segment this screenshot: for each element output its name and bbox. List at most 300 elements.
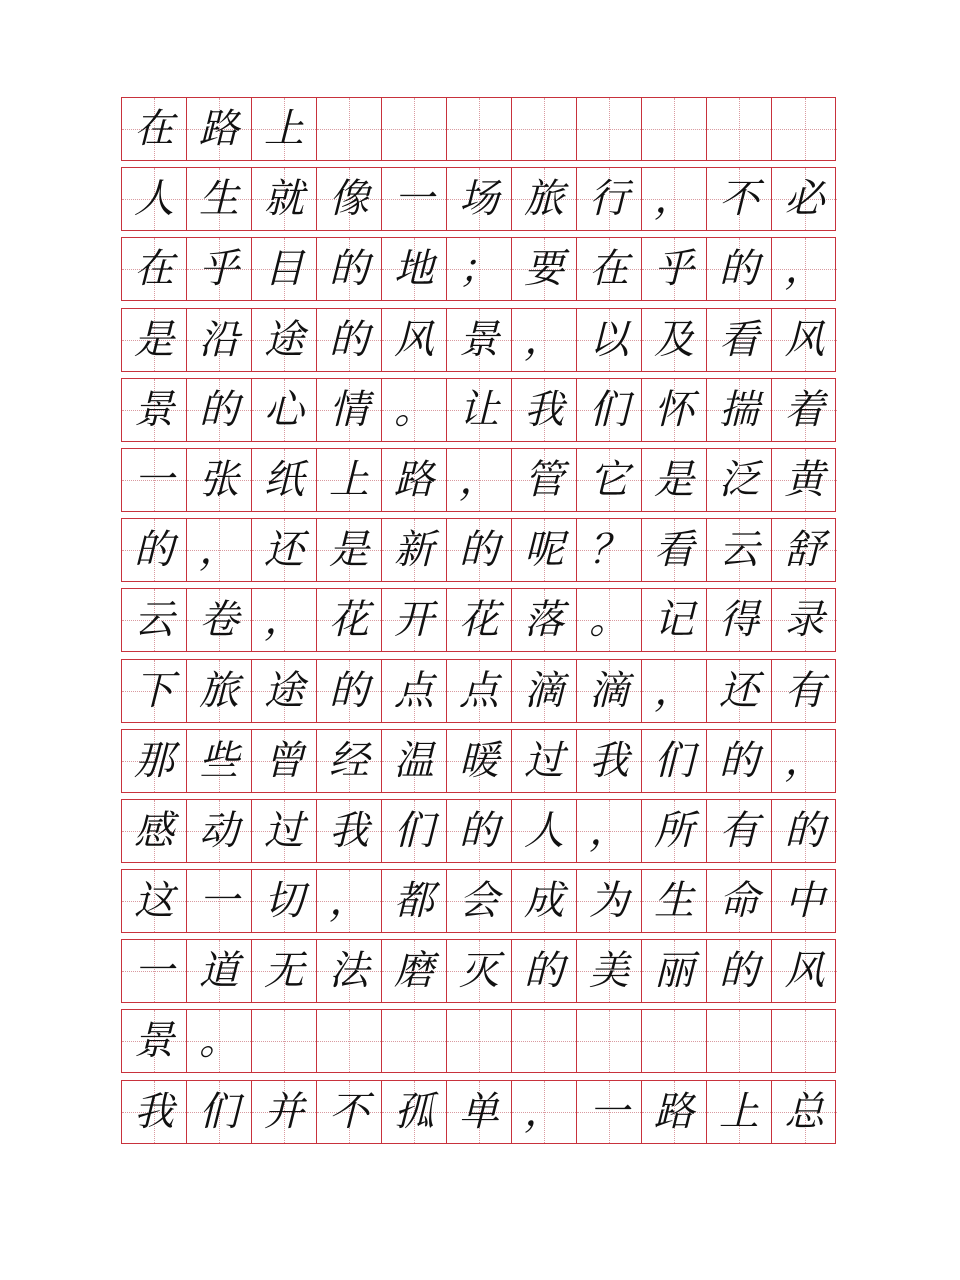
handwritten-character: 在 [134, 246, 174, 293]
handwritten-character: 的 [329, 316, 369, 363]
grid-cell [512, 309, 577, 371]
grid-cell [772, 309, 837, 371]
grid-cell [707, 238, 772, 300]
grid-row [121, 799, 836, 863]
handwritten-character: 是 [329, 527, 369, 574]
grid-cell [512, 870, 577, 932]
grid-cell [317, 730, 382, 792]
handwritten-character: 人 [524, 807, 564, 854]
handwritten-character: 有 [784, 667, 825, 714]
grid-cell [447, 660, 512, 722]
grid-cell [512, 730, 577, 792]
handwritten-character: 路 [199, 106, 239, 152]
grid-cell [317, 800, 382, 862]
grid-cell [382, 379, 447, 441]
handwritten-character: 人 [134, 176, 174, 223]
handwritten-character: 并 [264, 1088, 304, 1135]
grid-cell [447, 730, 512, 792]
handwritten-character: 总 [784, 1088, 825, 1135]
handwritten-character: 得 [719, 597, 759, 644]
handwritten-character: 黄 [784, 456, 825, 503]
grid-cell [252, 730, 317, 792]
handwritten-character: 我 [134, 1088, 174, 1135]
handwritten-character: 下 [134, 667, 174, 714]
handwritten-character: 为 [589, 878, 629, 925]
handwritten-character: 的 [524, 948, 564, 995]
handwritten-character: ， [329, 878, 369, 925]
grid-cell [707, 309, 772, 371]
grid-cell [772, 519, 837, 581]
grid-cell [122, 940, 187, 1002]
grid-cell [772, 800, 837, 862]
handwritten-character: 还 [719, 667, 759, 714]
handwritten-character: 一 [134, 456, 174, 503]
handwritten-character: 就 [264, 176, 304, 223]
handwritten-character: 些 [199, 737, 239, 784]
grid-cell [447, 238, 512, 300]
handwritten-character: 张 [199, 456, 239, 503]
grid-cell [122, 449, 187, 511]
grid-cell [187, 589, 252, 651]
handwritten-character: ， [654, 667, 694, 714]
grid-row [121, 167, 836, 231]
grid-cell [252, 519, 317, 581]
handwritten-character: 风 [784, 948, 825, 995]
grid-cell [707, 98, 772, 160]
grid-cell [317, 519, 382, 581]
grid-cell [642, 98, 707, 160]
handwritten-character: 道 [199, 948, 239, 995]
grid-row [121, 237, 836, 301]
grid-cell [707, 730, 772, 792]
grid-cell [317, 660, 382, 722]
grid-cell [382, 1010, 447, 1072]
grid-cell [382, 449, 447, 511]
handwritten-character: 云 [719, 527, 759, 574]
handwritten-character: 都 [394, 878, 434, 925]
handwritten-character: 滴 [589, 667, 629, 714]
grid-cell [122, 730, 187, 792]
handwritten-character: 一 [394, 176, 434, 223]
handwritten-character: 法 [329, 948, 369, 995]
grid-cell [512, 589, 577, 651]
handwritten-character: ， [199, 527, 239, 574]
handwritten-character: 的 [719, 737, 759, 784]
grid-row [121, 869, 836, 933]
handwritten-character: 的 [459, 527, 499, 574]
grid-cell [642, 730, 707, 792]
handwritten-character: 景 [459, 316, 499, 363]
handwritten-character: ， [459, 456, 499, 503]
grid-cell [252, 1081, 317, 1143]
grid-cell [577, 98, 642, 160]
grid-cell [707, 870, 772, 932]
grid-cell [772, 379, 837, 441]
grid-cell [642, 589, 707, 651]
handwritten-character: 上 [719, 1088, 759, 1135]
grid-cell [382, 1081, 447, 1143]
grid-cell [317, 940, 382, 1002]
grid-cell [122, 168, 187, 230]
grid-cell [252, 660, 317, 722]
grid-cell [187, 940, 252, 1002]
grid-cell [447, 589, 512, 651]
handwritten-character: 花 [329, 597, 369, 644]
handwritten-character: 不 [719, 176, 759, 223]
grid-row [121, 518, 836, 582]
handwritten-character: 。 [589, 597, 629, 644]
handwritten-character: 是 [134, 316, 174, 363]
handwritten-character: 上 [264, 106, 304, 152]
grid-cell [642, 168, 707, 230]
handwritten-character: 地 [394, 246, 434, 293]
handwritten-character: 动 [199, 807, 239, 854]
handwritten-character: 途 [264, 667, 304, 714]
handwritten-character: 的 [329, 246, 369, 293]
grid-cell [447, 800, 512, 862]
handwritten-character: 泛 [719, 456, 759, 503]
grid-cell [187, 449, 252, 511]
grid-cell [512, 168, 577, 230]
handwritten-character: 所 [654, 807, 694, 854]
handwritten-character: 们 [394, 807, 434, 854]
handwritten-character: 们 [199, 1088, 239, 1135]
grid-cell [252, 309, 317, 371]
handwritten-character: ， [264, 597, 304, 644]
grid-cell [512, 238, 577, 300]
handwritten-character: 点 [394, 667, 434, 714]
handwritten-character: 是 [654, 456, 694, 503]
handwritten-character: 看 [719, 316, 759, 363]
handwritten-character: 看 [654, 527, 694, 574]
grid-cell [382, 168, 447, 230]
grid-cell [382, 800, 447, 862]
grid-cell [512, 1081, 577, 1143]
grid-cell [317, 379, 382, 441]
grid-cell [577, 449, 642, 511]
grid-cell [642, 1010, 707, 1072]
grid-cell [772, 660, 837, 722]
handwritten-character: 。 [199, 1018, 239, 1065]
grid-cell [252, 1010, 317, 1072]
grid-cell [122, 1081, 187, 1143]
handwritten-character: 以 [589, 316, 629, 363]
grid-cell [577, 940, 642, 1002]
handwritten-character: 曾 [264, 737, 304, 784]
grid-cell [512, 1010, 577, 1072]
handwritten-character: 舒 [784, 527, 825, 574]
grid-cell [252, 800, 317, 862]
grid-cell [252, 379, 317, 441]
grid-cell [577, 660, 642, 722]
handwritten-character: 开 [394, 597, 434, 644]
grid-cell [772, 449, 837, 511]
grid-cell [317, 1081, 382, 1143]
grid-cell [577, 870, 642, 932]
handwritten-character: ， [784, 737, 825, 784]
handwritten-character: 卷 [199, 597, 239, 644]
handwritten-character: 的 [329, 667, 369, 714]
grid-cell [707, 800, 772, 862]
handwritten-character: 行 [589, 176, 629, 223]
grid-cell [382, 940, 447, 1002]
handwritten-character: 有 [719, 807, 759, 854]
handwritten-character: ； [459, 246, 499, 293]
grid-cell [382, 519, 447, 581]
grid-cell [122, 519, 187, 581]
grid-cell [187, 660, 252, 722]
grid-cell [447, 379, 512, 441]
grid-row [121, 308, 836, 372]
handwritten-character: 我 [589, 737, 629, 784]
handwritten-character: 像 [329, 176, 369, 223]
grid-cell [382, 238, 447, 300]
calligraphy-practice-sheet [121, 97, 836, 1150]
grid-cell [772, 730, 837, 792]
handwritten-character: 的 [134, 527, 174, 574]
handwritten-character: 揣 [719, 386, 759, 433]
grid-cell [122, 98, 187, 160]
grid-cell [382, 589, 447, 651]
handwritten-character: 风 [784, 316, 825, 363]
grid-cell [187, 1010, 252, 1072]
handwritten-character: 生 [654, 878, 694, 925]
handwritten-character: 不 [329, 1088, 369, 1135]
grid-cell [187, 519, 252, 581]
grid-cell [317, 449, 382, 511]
grid-cell [252, 870, 317, 932]
grid-cell [447, 940, 512, 1002]
handwritten-character: 它 [589, 456, 629, 503]
handwritten-character: 会 [459, 878, 499, 925]
grid-cell [577, 238, 642, 300]
grid-cell [772, 1081, 837, 1143]
handwritten-character: 一 [589, 1088, 629, 1135]
grid-cell [187, 238, 252, 300]
grid-cell [642, 660, 707, 722]
grid-cell [642, 449, 707, 511]
grid-cell [447, 98, 512, 160]
handwritten-character: 旅 [524, 176, 564, 223]
handwritten-character: 花 [459, 597, 499, 644]
grid-cell [577, 730, 642, 792]
handwritten-character: 途 [264, 316, 304, 363]
grid-cell [707, 379, 772, 441]
handwritten-character: 的 [459, 807, 499, 854]
grid-row [121, 378, 836, 442]
grid-cell [317, 98, 382, 160]
title-row [121, 97, 836, 161]
grid-cell [642, 238, 707, 300]
grid-cell [382, 660, 447, 722]
handwritten-character: 记 [654, 597, 694, 644]
grid-cell [772, 98, 837, 160]
handwritten-character: 滴 [524, 667, 564, 714]
grid-cell [122, 309, 187, 371]
handwritten-character: 在 [589, 246, 629, 293]
handwritten-character: 目 [264, 246, 304, 293]
handwritten-character: 云 [134, 597, 174, 644]
handwritten-character: ， [524, 1088, 564, 1135]
handwritten-character: 丽 [654, 948, 694, 995]
handwritten-character: 旅 [199, 667, 239, 714]
grid-cell [707, 589, 772, 651]
handwritten-character: 生 [199, 176, 239, 223]
grid-cell [187, 168, 252, 230]
handwritten-character: 温 [394, 737, 434, 784]
grid-cell [772, 238, 837, 300]
handwritten-character: 还 [264, 527, 304, 574]
handwritten-character: 必 [784, 176, 825, 223]
grid-cell [252, 168, 317, 230]
grid-row [121, 939, 836, 1003]
handwritten-character: 乎 [199, 246, 239, 293]
grid-cell [577, 379, 642, 441]
handwritten-character: 中 [784, 878, 825, 925]
grid-cell [187, 800, 252, 862]
handwritten-character: 场 [459, 176, 499, 223]
handwritten-character: 呢 [524, 527, 564, 574]
grid-cell [187, 309, 252, 371]
handwritten-character: 管 [524, 456, 564, 503]
grid-cell [577, 519, 642, 581]
handwritten-character: ， [784, 246, 825, 293]
handwritten-character: ， [524, 316, 564, 363]
grid-cell [187, 870, 252, 932]
grid-cell [642, 940, 707, 1002]
grid-cell [577, 309, 642, 371]
grid-cell [317, 1010, 382, 1072]
grid-cell [317, 589, 382, 651]
grid-cell [447, 168, 512, 230]
grid-cell [707, 940, 772, 1002]
handwritten-character: 点 [459, 667, 499, 714]
handwritten-character: 及 [654, 316, 694, 363]
handwritten-character: ？ [589, 527, 629, 574]
grid-cell [512, 800, 577, 862]
grid-row [121, 1009, 836, 1073]
grid-cell [317, 238, 382, 300]
grid-cell [512, 379, 577, 441]
handwritten-character: 我 [329, 807, 369, 854]
grid-cell [317, 168, 382, 230]
handwritten-character: 的 [719, 246, 759, 293]
grid-cell [252, 449, 317, 511]
handwritten-character: 着 [784, 386, 825, 433]
handwritten-character: 怀 [654, 386, 694, 433]
handwritten-character: 孤 [394, 1088, 434, 1135]
handwritten-character: 命 [719, 878, 759, 925]
grid-cell [512, 449, 577, 511]
handwritten-character: 沿 [199, 316, 239, 363]
handwritten-character: 成 [524, 878, 564, 925]
grid-cell [122, 589, 187, 651]
grid-cell [382, 98, 447, 160]
handwritten-character: ， [589, 807, 629, 854]
handwritten-character: 上 [329, 456, 369, 503]
handwritten-character: 们 [589, 386, 629, 433]
handwritten-character: 路 [654, 1088, 694, 1135]
handwritten-character: 无 [264, 948, 304, 995]
grid-cell [122, 238, 187, 300]
handwritten-character: 这 [134, 878, 174, 925]
handwritten-character: 的 [784, 807, 825, 854]
handwritten-character: 一 [199, 878, 239, 925]
grid-cell [447, 309, 512, 371]
grid-cell [772, 940, 837, 1002]
handwritten-character: 磨 [394, 948, 434, 995]
handwritten-character: 切 [264, 878, 304, 925]
handwritten-character: 景 [134, 1018, 174, 1065]
handwritten-character: 的 [719, 948, 759, 995]
handwritten-character: 让 [459, 386, 499, 433]
grid-cell [252, 238, 317, 300]
grid-cell [642, 309, 707, 371]
handwritten-character: 乎 [654, 246, 694, 293]
grid-row [121, 1080, 836, 1144]
grid-cell [577, 1081, 642, 1143]
grid-cell [707, 519, 772, 581]
handwritten-character: 纸 [264, 456, 304, 503]
grid-row [121, 588, 836, 652]
grid-cell [187, 98, 252, 160]
grid-cell [772, 870, 837, 932]
grid-cell [577, 800, 642, 862]
grid-cell [642, 800, 707, 862]
grid-cell [642, 519, 707, 581]
handwritten-character: 在 [134, 106, 174, 152]
handwritten-character: 过 [264, 807, 304, 854]
grid-cell [252, 589, 317, 651]
grid-cell [577, 589, 642, 651]
handwritten-character: 暖 [459, 737, 499, 784]
grid-cell [707, 1081, 772, 1143]
grid-cell [187, 730, 252, 792]
grid-row [121, 729, 836, 793]
grid-cell [642, 1081, 707, 1143]
grid-cell [707, 1010, 772, 1072]
grid-cell [122, 1010, 187, 1072]
grid-cell [577, 1010, 642, 1072]
grid-cell [317, 309, 382, 371]
handwritten-character: 心 [264, 386, 304, 433]
grid-cell [382, 309, 447, 371]
grid-cell [122, 800, 187, 862]
grid-cell [512, 660, 577, 722]
grid-cell [252, 940, 317, 1002]
handwritten-character: 单 [459, 1088, 499, 1135]
grid-cell [447, 449, 512, 511]
grid-cell [447, 870, 512, 932]
grid-cell [447, 1081, 512, 1143]
handwritten-character: 经 [329, 737, 369, 784]
grid-cell [707, 660, 772, 722]
handwritten-character: 路 [394, 456, 434, 503]
handwritten-character: 那 [134, 737, 174, 784]
grid-cell [122, 660, 187, 722]
handwritten-character: 美 [589, 948, 629, 995]
grid-cell [447, 1010, 512, 1072]
grid-cell [317, 870, 382, 932]
handwritten-character: 过 [524, 737, 564, 784]
grid-cell [512, 98, 577, 160]
grid-cell [772, 168, 837, 230]
handwritten-character: 。 [394, 386, 434, 433]
handwritten-character: 情 [329, 386, 369, 433]
handwritten-character: 灭 [459, 948, 499, 995]
grid-cell [187, 1081, 252, 1143]
grid-cell [772, 1010, 837, 1072]
